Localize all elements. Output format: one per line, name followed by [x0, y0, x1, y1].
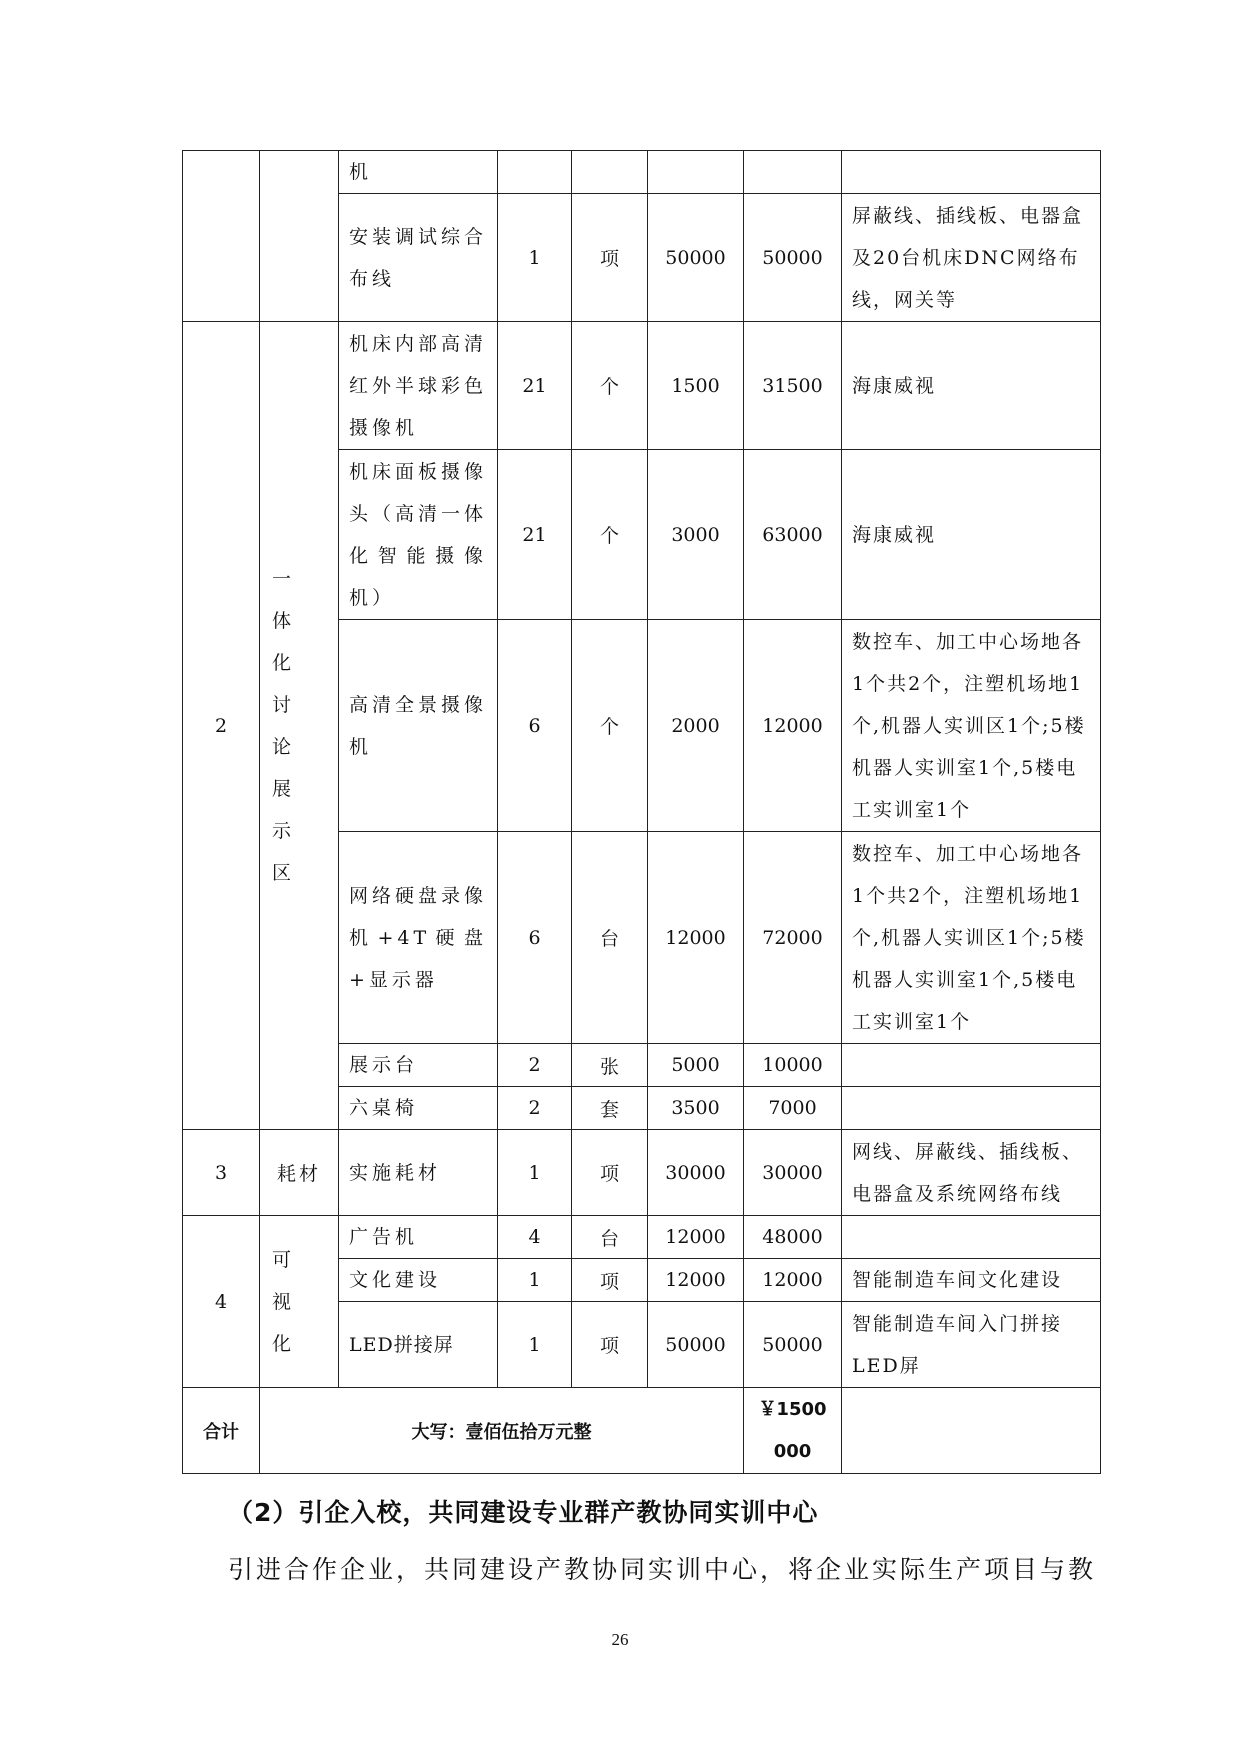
item-name: 广告机 [339, 1216, 498, 1259]
item-name: 六桌椅 [339, 1087, 498, 1130]
note-cell: 数控车、加工中心场地各1个共2个，注塑机场地1个,机器人实训区1个;5楼机器人实训室1个,5楼电工实训室1个 [842, 832, 1101, 1044]
total-cell [744, 151, 842, 194]
qty-cell: 2 [498, 1087, 572, 1130]
total-cell: 31500 [744, 322, 842, 450]
qty-cell: 6 [498, 620, 572, 832]
item-name: 高清全景摄像机 [339, 620, 498, 832]
note-cell: 智能制造车间入门拼接LED屏 [842, 1302, 1101, 1388]
note-cell [842, 1216, 1101, 1259]
number-cell [183, 151, 260, 322]
qty-cell: 1 [498, 1259, 572, 1302]
table-row [183, 151, 1101, 194]
total-amount: ￥1500000 [744, 1388, 842, 1474]
price-cell: 30000 [648, 1130, 744, 1216]
category-cell [260, 151, 339, 322]
price-cell: 12000 [648, 1259, 744, 1302]
price-cell: 12000 [648, 832, 744, 1044]
unit-cell: 个 [572, 450, 648, 620]
price-cell: 12000 [648, 1216, 744, 1259]
price-cell: 3500 [648, 1087, 744, 1130]
unit-cell: 项 [572, 1302, 648, 1388]
qty-cell: 1 [498, 194, 572, 322]
total-cell: 12000 [744, 1259, 842, 1302]
total-capital: 大写：壹佰伍拾万元整 [260, 1388, 744, 1474]
qty-cell [498, 151, 572, 194]
unit-cell: 个 [572, 322, 648, 450]
item-name: 机床内部高清红外半球彩色摄像机 [339, 322, 498, 450]
price-cell [648, 151, 744, 194]
unit-cell: 张 [572, 1044, 648, 1087]
qty-cell: 1 [498, 1302, 572, 1388]
item-name: 机床面板摄像头（高清一体化智能摄像机） [339, 450, 498, 620]
note-cell: 海康威视 [842, 450, 1101, 620]
number-cell: 4 [183, 1216, 260, 1388]
note-cell: 智能制造车间文化建设 [842, 1259, 1101, 1302]
price-cell: 3000 [648, 450, 744, 620]
total-cell: 10000 [744, 1044, 842, 1087]
qty-cell: 21 [498, 322, 572, 450]
unit-cell: 项 [572, 1130, 648, 1216]
note-cell: 数控车、加工中心场地各1个共2个，注塑机场地1个,机器人实训区1个;5楼机器人实训室1个,5楼电工实训室1个 [842, 620, 1101, 832]
total-label: 合计 [183, 1388, 260, 1474]
qty-cell: 4 [498, 1216, 572, 1259]
note-cell [842, 1044, 1101, 1087]
note-cell [842, 1388, 1101, 1474]
table-row [183, 1130, 1101, 1216]
item-name: 展示台 [339, 1044, 498, 1087]
qty-cell: 21 [498, 450, 572, 620]
unit-cell: 个 [572, 620, 648, 832]
qty-cell: 1 [498, 1130, 572, 1216]
unit-cell: 台 [572, 1216, 648, 1259]
page-number: 26 [611, 1630, 629, 1649]
item-name: 安装调试综合布线 [339, 194, 498, 322]
number-cell: 3 [183, 1130, 260, 1216]
note-cell [842, 151, 1101, 194]
unit-cell: 项 [572, 194, 648, 322]
total-cell: 7000 [744, 1087, 842, 1130]
category-cell: 可视化 [260, 1216, 339, 1388]
table-row [183, 322, 1101, 450]
note-cell: 海康威视 [842, 322, 1101, 450]
note-cell: 网线、屏蔽线、插线板、电器盒及系统网络布线 [842, 1130, 1101, 1216]
number-cell: 2 [183, 322, 260, 1130]
total-cell: 12000 [744, 620, 842, 832]
budget-table [182, 150, 1101, 1474]
unit-cell: 台 [572, 832, 648, 1044]
item-name: 机 [339, 151, 498, 194]
item-name: 实施耗材 [339, 1130, 498, 1216]
qty-cell: 6 [498, 832, 572, 1044]
qty-cell: 2 [498, 1044, 572, 1087]
total-cell: 30000 [744, 1130, 842, 1216]
section-heading: （2）引企入校，共同建设专业群产教协同实训中心 [228, 1498, 819, 1527]
price-cell: 50000 [648, 1302, 744, 1388]
unit-cell [572, 151, 648, 194]
unit-cell: 项 [572, 1259, 648, 1302]
total-cell: 72000 [744, 832, 842, 1044]
price-cell: 1500 [648, 322, 744, 450]
price-cell: 2000 [648, 620, 744, 832]
price-cell: 50000 [648, 194, 744, 322]
total-cell: 63000 [744, 450, 842, 620]
unit-cell: 套 [572, 1087, 648, 1130]
category-cell: 一体化讨论展示区 [260, 322, 339, 1130]
price-cell: 5000 [648, 1044, 744, 1087]
note-cell: 屏蔽线、插线板、电器盒及20台机床DNC网络布线，网关等 [842, 194, 1101, 322]
category-cell: 耗材 [260, 1130, 339, 1216]
note-cell [842, 1087, 1101, 1130]
body-paragraph: 引进合作企业，共同建设产教协同实训中心，将企业实际生产项目与教 [228, 1555, 1097, 1584]
item-name: 网络硬盘录像机+4T硬盘+显示器 [339, 832, 498, 1044]
total-cell: 48000 [744, 1216, 842, 1259]
total-cell: 50000 [744, 1302, 842, 1388]
item-name: 文化建设 [339, 1259, 498, 1302]
total-row [183, 1388, 1101, 1474]
table-row [183, 1216, 1101, 1259]
total-cell: 50000 [744, 194, 842, 322]
item-name: LED拼接屏 [339, 1302, 498, 1388]
